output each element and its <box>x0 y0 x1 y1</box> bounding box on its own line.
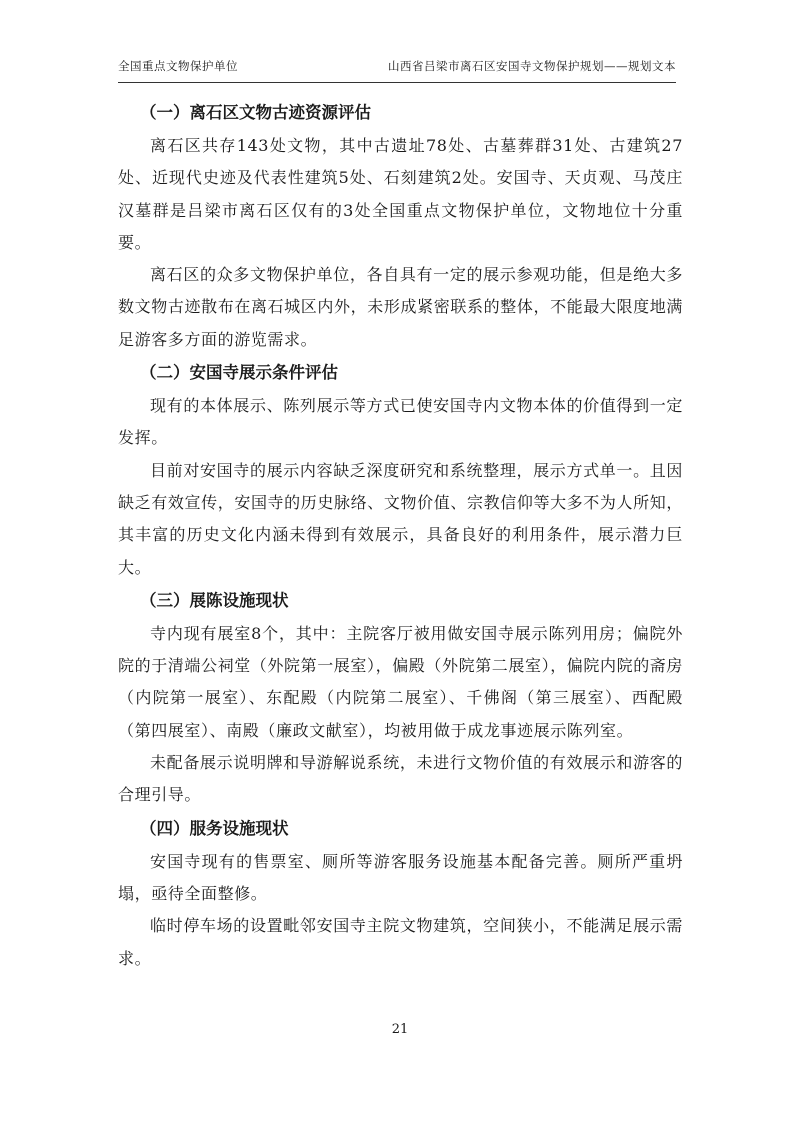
page-header <box>118 56 676 83</box>
paragraph: 离石区的众多文物保护单位，各自具有一定的展示参观功能，但是绝大多数文物古迹散布在离石城区内外，未形成紧密联系的整体，不能最大限度地满足游客多方面的游览需求。 <box>118 265 683 349</box>
paragraph: 未配备展示说明牌和导游解说系统，未进行文物价值的有效展示和游客的合理引导。 <box>118 753 683 805</box>
header-left-text: 全国重点文物保护单位 <box>118 59 238 73</box>
paragraph: 安国寺现有的售票室、厕所等游客服务设施基本配备完善。厕所严重坍塌，亟待全面整修。 <box>118 851 683 903</box>
paragraph: 寺内现有展室8个，其中：主院客厅被用做安国寺展示陈列用房；偏院外院的于清端公祠堂（外院第一展室），偏殿（外院第二展室），偏院内院的斋房（内院第一展室）、东配殿（内院第二展室）、千佛阁（第三展室）、西配殿（第四展室）、南殿（廉政文献室），均被用做于成龙事迹展示陈列室。 <box>118 623 684 740</box>
page-number: 21 <box>391 1022 409 1037</box>
section-1 <box>118 96 683 356</box>
paragraph: 目前对安国寺的展示内容缺乏深度研究和系统整理，展示方式单一。且因缺乏有效宣传，安国寺的历史脉络、文物价值、宗教信仰等大多不为人所知，其丰富的历史文化内涵未得到有效展示，具备良好的利用条件，展示潜力巨大。 <box>118 460 683 577</box>
paragraph: 临时停车场的设置毗邻安国寺主院文物建筑，空间狭小，不能满足展示需求。 <box>118 916 683 968</box>
section-heading: （一）离石区文物古迹资源评估 <box>140 103 371 122</box>
section-heading: （四）服务设施现状 <box>140 818 289 838</box>
header-right-text: 山西省吕梁市离石区安国寺文物保护规划——规划文本 <box>388 59 676 73</box>
section-heading: （二）安国寺展示条件评估 <box>140 363 338 383</box>
document-body <box>118 96 683 975</box>
paragraph: 现有的本体展示、陈列展示等方式已使安国寺内文物本体的价值得到一定发挥。 <box>118 396 683 448</box>
section-heading: （三）展陈设施现状 <box>140 590 289 610</box>
section-4 <box>118 812 683 975</box>
section-3 <box>118 584 683 812</box>
section-2 <box>118 356 683 584</box>
paragraph: 离石区共存143处文物，其中古遗址78处、古墓葬群31处、古建筑27处、近现代史迹及代表性建筑5处、石刻建筑2处。安国寺、天贞观、马茂庄汉墓群是吕梁市离石区仅有的3处全国重点文物保护单位，文物地位十分重要。 <box>118 136 683 252</box>
